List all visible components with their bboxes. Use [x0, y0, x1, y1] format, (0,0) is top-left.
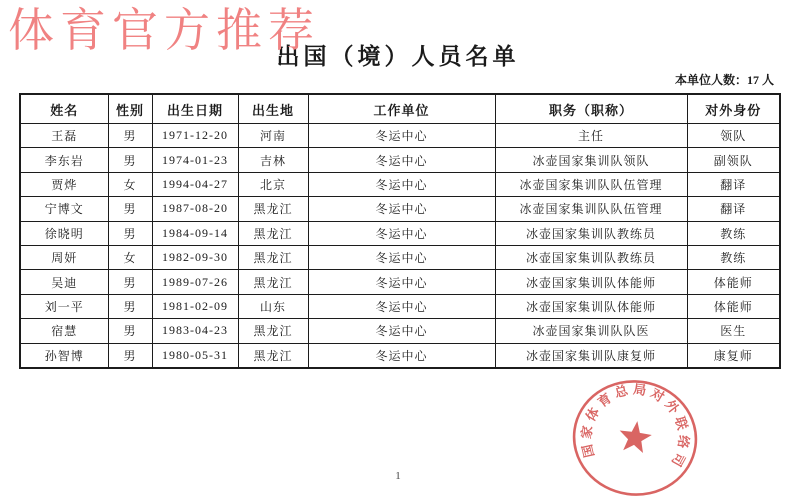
table-row [20, 319, 780, 343]
table-cell: 体能师 [687, 270, 780, 294]
column-header: 工作单位 [308, 94, 495, 124]
table-cell: 黑龙江 [238, 221, 308, 245]
table-cell: 冬运中心 [308, 197, 495, 221]
table-cell: 宁博文 [20, 197, 108, 221]
table-cell: 黑龙江 [238, 343, 308, 368]
column-header: 姓名 [20, 94, 108, 124]
table-cell: 1987-08-20 [152, 197, 238, 221]
table-cell: 康复师 [687, 343, 780, 368]
official-seal-stamp [569, 379, 701, 499]
column-header: 性别 [108, 94, 152, 124]
column-header: 对外身份 [687, 94, 780, 124]
table-cell: 1971-12-20 [152, 124, 238, 148]
table-cell: 冰壶国家集训队体能师 [495, 294, 687, 318]
watermark-text: 体育官方推荐 [8, 5, 320, 56]
table-cell: 1982-09-30 [152, 245, 238, 269]
table-cell: 教练 [687, 245, 780, 269]
table-cell: 冬运中心 [308, 319, 495, 343]
table-cell: 1984-09-14 [152, 221, 238, 245]
star-icon [617, 419, 653, 454]
column-header: 职务（职称） [495, 94, 687, 124]
table-cell: 河南 [238, 124, 308, 148]
table-cell: 医生 [687, 319, 780, 343]
table-cell: 男 [108, 148, 152, 172]
table-cell: 1989-07-26 [152, 270, 238, 294]
unit-count-note: 本单位人数：17 人 [674, 73, 774, 87]
table-cell: 男 [108, 319, 152, 343]
table-cell: 翻译 [687, 172, 780, 196]
table-cell: 男 [108, 294, 152, 318]
table-cell: 男 [108, 343, 152, 368]
table-cell: 副领队 [687, 148, 780, 172]
table-cell: 冰壶国家集训队队医 [495, 319, 687, 343]
seal-arc-text: 国家体育总局对外联络司 [578, 381, 692, 473]
table-cell: 男 [108, 197, 152, 221]
page-number: 1 [395, 470, 401, 482]
table-cell: 周妍 [20, 245, 108, 269]
table-cell: 北京 [238, 172, 308, 196]
table-row [20, 148, 780, 172]
table-cell: 体能师 [687, 294, 780, 318]
table-row [20, 245, 780, 269]
table-cell: 男 [108, 221, 152, 245]
table-cell: 翻译 [687, 197, 780, 221]
column-header: 出生日期 [152, 94, 238, 124]
table-cell: 1981-02-09 [152, 294, 238, 318]
table-cell: 黑龙江 [238, 245, 308, 269]
table-cell: 吉林 [238, 148, 308, 172]
table-cell: 冬运中心 [308, 221, 495, 245]
table-row [20, 270, 780, 294]
table-cell: 冰壶国家集训队教练员 [495, 245, 687, 269]
table-header-row [20, 94, 780, 124]
table-cell: 王磊 [20, 124, 108, 148]
table-cell: 男 [108, 270, 152, 294]
table-cell: 冰壶国家集训队体能师 [495, 270, 687, 294]
table-cell: 女 [108, 172, 152, 196]
table-cell: 冰壶国家集训队队伍管理 [495, 172, 687, 196]
table-cell: 冰壶国家集训队康复师 [495, 343, 687, 368]
table-cell: 1980-05-31 [152, 343, 238, 368]
table-cell: 1983-04-23 [152, 319, 238, 343]
table-cell: 刘一平 [20, 294, 108, 318]
table-cell: 教练 [687, 221, 780, 245]
table-cell: 1994-04-27 [152, 172, 238, 196]
table-cell: 孙智博 [20, 343, 108, 368]
table-cell: 黑龙江 [238, 197, 308, 221]
table-cell: 领队 [687, 124, 780, 148]
table-cell: 1974-01-23 [152, 148, 238, 172]
table-cell: 女 [108, 245, 152, 269]
table-cell: 吴迪 [20, 270, 108, 294]
table-cell: 主任 [495, 124, 687, 148]
table-cell: 贾烨 [20, 172, 108, 196]
table-row [20, 172, 780, 196]
table-cell: 冰壶国家集训队领队 [495, 148, 687, 172]
personnel-table [19, 93, 781, 369]
table-row [20, 294, 780, 318]
table-cell: 冬运中心 [308, 343, 495, 368]
table-cell: 冬运中心 [308, 294, 495, 318]
table-cell: 冬运中心 [308, 148, 495, 172]
table-row [20, 221, 780, 245]
table-cell: 李东岩 [20, 148, 108, 172]
table-cell: 男 [108, 124, 152, 148]
column-header: 出生地 [238, 94, 308, 124]
table-cell: 冬运中心 [308, 124, 495, 148]
table-cell: 宿慧 [20, 319, 108, 343]
table-cell: 冰壶国家集训队队伍管理 [495, 197, 687, 221]
table-cell: 冬运中心 [308, 172, 495, 196]
table-row [20, 197, 780, 221]
table-cell: 冰壶国家集训队教练员 [495, 221, 687, 245]
table-cell: 黑龙江 [238, 319, 308, 343]
page-title: 出国（境）人员名单 [276, 44, 520, 69]
table-cell: 黑龙江 [238, 270, 308, 294]
table-cell: 冬运中心 [308, 270, 495, 294]
table-cell: 徐晓明 [20, 221, 108, 245]
table-cell: 山东 [238, 294, 308, 318]
table-row [20, 124, 780, 148]
seal-group [569, 379, 701, 499]
table-cell: 冬运中心 [308, 245, 495, 269]
table-row [20, 343, 780, 368]
